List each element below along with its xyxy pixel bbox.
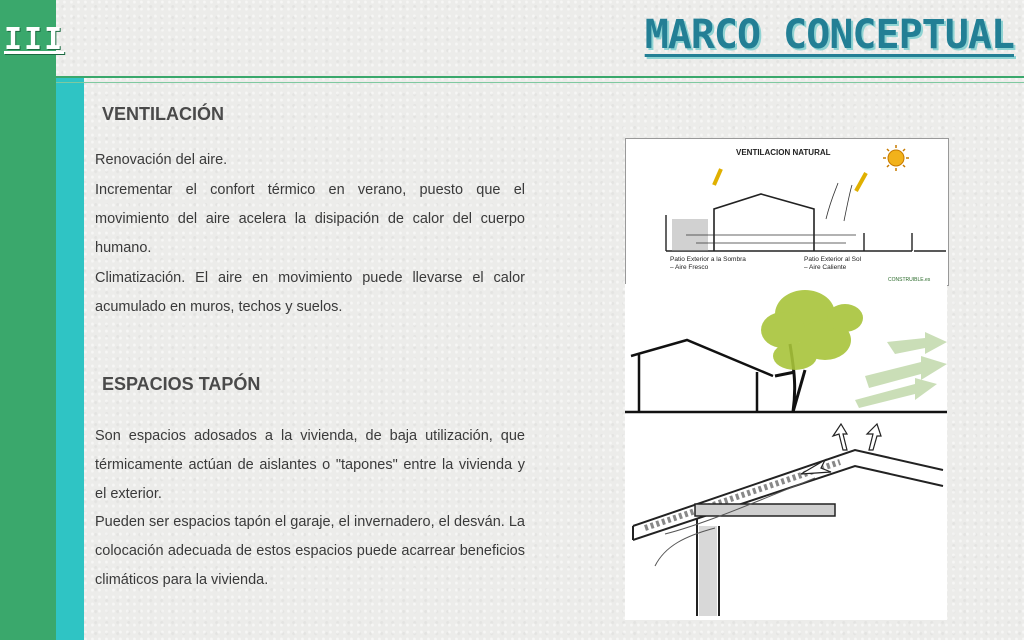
wall-fill (699, 526, 717, 616)
page-title: MARCO CONCEPTUAL (644, 12, 1014, 58)
left-green-bar (0, 0, 65, 640)
ventilacion-paragraph-1: Renovación del aire. (95, 152, 228, 168)
header-divider (56, 76, 1024, 78)
ventilation-diagram (625, 138, 949, 286)
tree-wind-diagram (625, 284, 947, 416)
sun-ray-left-icon (714, 169, 721, 185)
wind-arrows-icon (855, 332, 947, 408)
air-flow-arrows (686, 183, 856, 243)
espacios-paragraph-2: Pueden ser espacios tapón el garaje, el invernadero, el desván. La colocación adecuada de estos espacios puede acarrear beneficios climáticos para la vivienda. (95, 514, 525, 588)
left-caption-1: Patio Exterior a la Sombra (670, 256, 746, 263)
ventilacion-heading: VENTILACIÓN (102, 104, 225, 124)
tree-canopy (761, 290, 863, 370)
roof-section-diagram-svg (625, 416, 947, 620)
house-outline (714, 194, 814, 251)
left-caption-2: – Aire Fresco (670, 264, 709, 271)
section-numeral: III (4, 22, 65, 57)
ventilacion-paragraph-3: Climatización. El aire en movimiento puede llevarse el calor acumulado en muros, techos y suelos. (95, 270, 525, 315)
espacios-heading: ESPACIOS TAPÓN (102, 374, 261, 394)
diagram-credit: CONSTRUIBLE.es (888, 277, 931, 283)
diagram-title: VENTILACION NATURAL (736, 148, 831, 157)
right-caption-1: Patio Exterior al Sol (804, 256, 862, 263)
espacios-paragraph-1: Son espacios adosados a la vivienda, de baja utilización, que térmicamente actúan de aislantes o "tapones" entre la vivienda y el exterior. (95, 428, 525, 502)
ceiling-slab (695, 504, 835, 516)
ventilacion-paragraph-2: Incrementar el confort térmico en verano, puesto que el movimiento del aire acelera la disipación de calor del cuerpo humano. (95, 182, 525, 256)
roof-vent-arrows-icon (833, 424, 881, 450)
left-teal-bar (56, 78, 84, 640)
roof-section-diagram (625, 416, 947, 620)
sun-ray-right-icon (856, 173, 866, 191)
tree-wind-diagram-svg (625, 284, 947, 416)
sun-icon (883, 145, 909, 171)
ventilation-diagram-svg (626, 139, 948, 285)
roof-slab (633, 450, 943, 540)
right-caption-2: – Aire Caliente (804, 264, 847, 271)
header-divider-thin (56, 82, 1024, 83)
